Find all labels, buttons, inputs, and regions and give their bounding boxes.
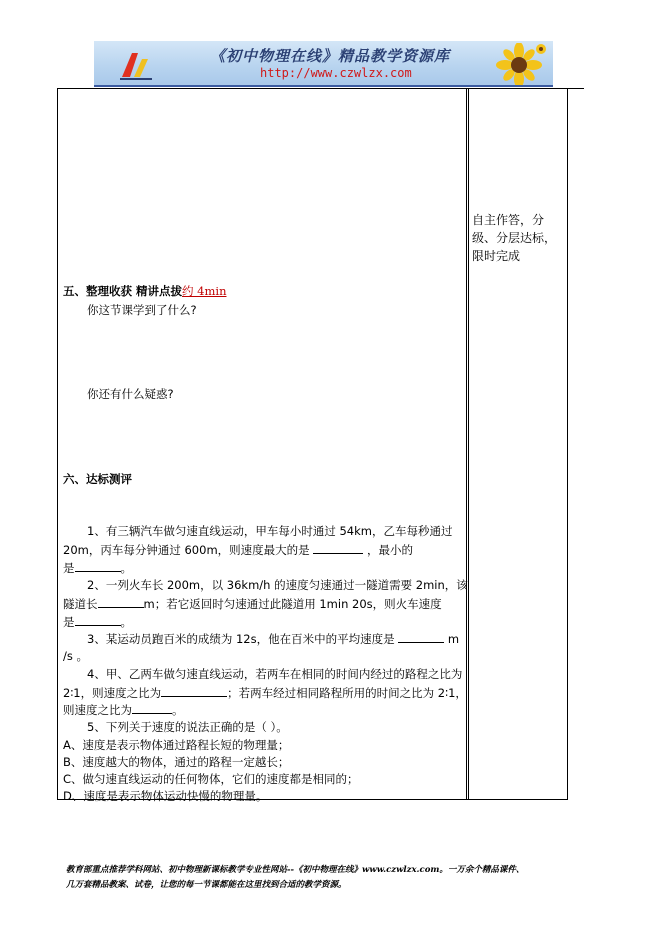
- q3-line1: 3、某运动员跑百米的成绩为 12s，他在百米中的平均速度是 m: [87, 632, 460, 646]
- q1-line3: 是 。: [63, 561, 132, 575]
- q5-option-d: D、速度是表示物体运动快慢的物理量。: [63, 789, 268, 803]
- site-logo: [118, 47, 154, 81]
- answer-blank[interactable]: [98, 595, 144, 608]
- section5-question-1: 你这节课学到了什么?: [87, 303, 197, 317]
- answer-blank[interactable]: [75, 559, 121, 572]
- q2-line3: 是 。: [63, 615, 132, 629]
- section5-question-2: 你还有什么疑惑?: [87, 387, 174, 401]
- q5-option-c: C、做匀速直线运动的任何物体，它们的速度都是相同的；: [63, 772, 359, 786]
- column-divider: [468, 89, 469, 800]
- answer-blank[interactable]: [398, 630, 444, 643]
- q5-option-a: A、速度是表示物体通过路程长短的物理量；: [63, 738, 290, 752]
- q2-line1: 2、一列火车长 200m，以 36km/h 的速度匀速通过一隧道需要 2min，该: [87, 578, 468, 592]
- q4-line3: 则速度之比为 。: [63, 703, 184, 717]
- q5-stem: 5、下列关于速度的说法正确的是（ ）。: [87, 720, 288, 734]
- section5-time: 约 4min: [182, 284, 227, 298]
- q2-line2: 隧道长 m；若它返回时匀速通过此隧道用 1min 20s，则火车速度: [63, 597, 442, 611]
- answer-blank[interactable]: [161, 684, 227, 697]
- header-banner: [94, 41, 553, 87]
- q4-line2: 2∶1，则速度之比为 ；若两车经过相同路程所用的时间之比为 2∶1，: [63, 686, 467, 700]
- footer-line-1: 教育部重点推荐学科网站、初中物理新课标教学专业性网站--《初中物理在线》www.czwlzx.com。一万余个精品课件、: [66, 865, 525, 875]
- q1-line1: 1、有三辆汽车做匀速直线运动，甲车每小时通过 54km，乙车每秒通过: [87, 524, 453, 538]
- footer-line-2: 几万套精品教案、试卷，让您的每一节课都能在这里找到合适的教学资源。: [66, 880, 347, 890]
- q4-line1: 4、甲、乙两车做匀速直线运动，若两车在相同的时间内经过的路程之比为: [87, 667, 463, 681]
- page-footer: [66, 863, 606, 893]
- answer-blank[interactable]: [75, 613, 121, 626]
- answer-blank[interactable]: [132, 701, 172, 714]
- section6-heading: 六、达标测评: [63, 472, 132, 486]
- banner-url[interactable]: http://www.czwlzx.com: [260, 66, 412, 80]
- banner-title: 《初中物理在线》精品教学资源库: [210, 47, 451, 65]
- q5-option-b: B、速度越大的物体，通过的路程一定越长；: [63, 755, 290, 769]
- q3-line2: /s 。: [63, 649, 89, 663]
- banner-rule: [94, 85, 553, 87]
- section5-heading: 五、整理收获 精讲点拔约 4min: [63, 284, 227, 298]
- sunflower-image: [481, 43, 547, 87]
- answer-blank[interactable]: [313, 541, 363, 554]
- q1-line2: 20m，丙车每分钟通过 600m，则速度最大的是 ，最小的: [63, 543, 413, 557]
- side-note: 自主作答，分级、分层达标，限时完成: [472, 213, 557, 263]
